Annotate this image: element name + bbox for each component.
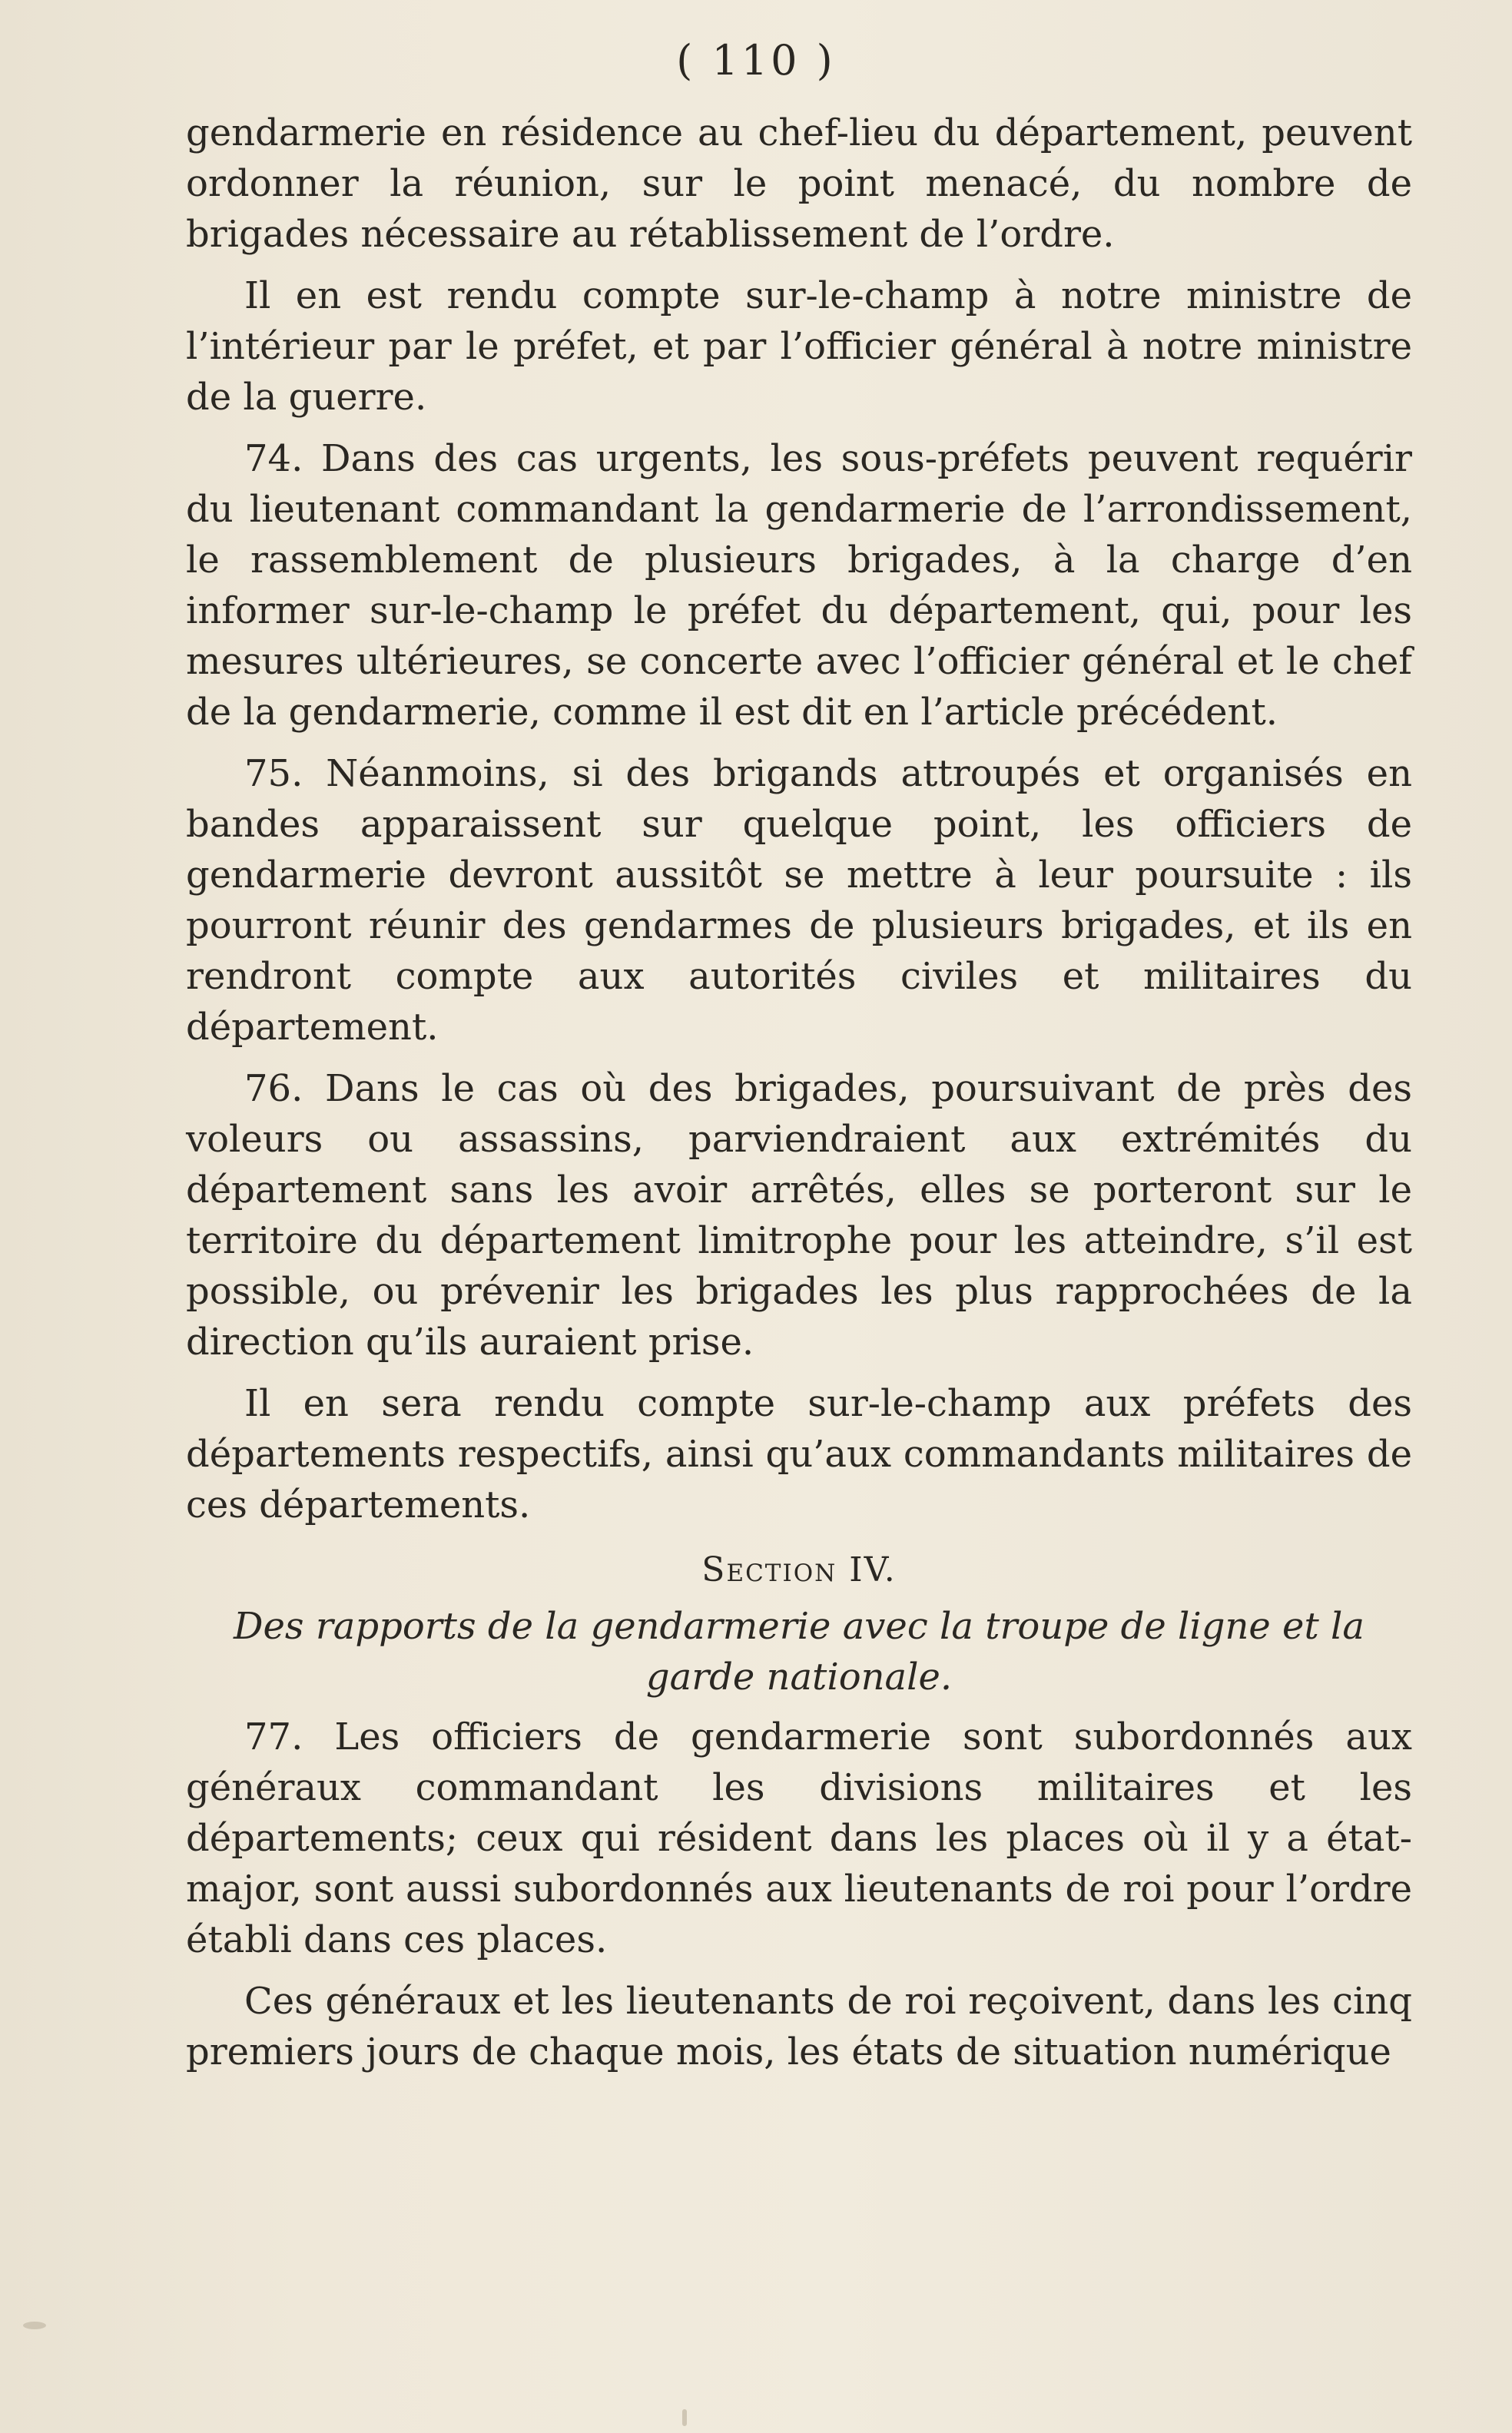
paper-blemish bbox=[23, 2322, 46, 2329]
article-75: 75. Néanmoins, si des brigands attroupés et organisés en bandes apparaissent sur quelque point, les officiers de gendarmerie devront aussitôt se mettre à leur poursuite : ils pourront réunir des gendarmes de plusieurs brigades, et ils en rendront compte aux autorités civiles et militaires du département. bbox=[186, 752, 1412, 1049]
paper-blemish bbox=[682, 2409, 687, 2426]
article-74: 74. Dans des cas urgents, les sous-préfets peuvent requérir du lieutenant commandant la gendarmerie de l’arrondissement, le rassemblement de plusieurs brigades, à la charge d’en informer sur-le-champ le préfet du département, qui, pour les mesures ultérieures, se concerte avec l’officier général et le chef de la gendarmerie, comme il est dit en l’article précédent. bbox=[186, 437, 1412, 734]
paragraph: Ces généraux et les lieutenants de roi reçoivent, dans les cinq premiers jours de chaque mois, les états de situation numérique bbox=[186, 1980, 1412, 2073]
section-title: Des rapports de la gendarmerie avec la troupe de ligne et la garde nationale. bbox=[234, 1605, 1364, 1699]
paragraph: Il en sera rendu compte sur-le-champ aux préfets des départements respectifs, ainsi qu’aux commandants militaires de ces départements. bbox=[186, 1382, 1412, 1526]
page-number: ( 110 ) bbox=[676, 36, 836, 85]
article-76: 76. Dans le cas où des brigades, poursuivant de près des voleurs ou assassins, parviendraient aux extrémités du département sans les avoir arrêtés, elles se porteront sur le territoire du département limitrophe pour les atteindre, s’il est possible, ou prévenir les brigades les plus rapprochées de la direction qu’ils auraient prise. bbox=[186, 1067, 1412, 1364]
paragraph: Il en est rendu compte sur-le-champ à notre ministre de l’intérieur par le préfet, et par l’officier général à notre ministre de la guerre. bbox=[186, 274, 1412, 419]
body-text bbox=[186, 108, 1412, 2088]
section-heading: Section IV. bbox=[701, 1550, 897, 1589]
paragraph: gendarmerie en résidence au chef-lieu du département, peuvent ordonner la réunion, sur le point menacé, du nombre de brigades nécessaire au rétablissement de l’ordre. bbox=[186, 111, 1412, 256]
article-77: 77. Les officiers de gendarmerie sont subordonnés aux généraux commandant les divisions militaires et les départements; ceux qui résident dans les places où il y a état-major, sont aussi subordonnés aux lieutenants de roi pour l’ordre établi dans ces places. bbox=[186, 1715, 1412, 1961]
